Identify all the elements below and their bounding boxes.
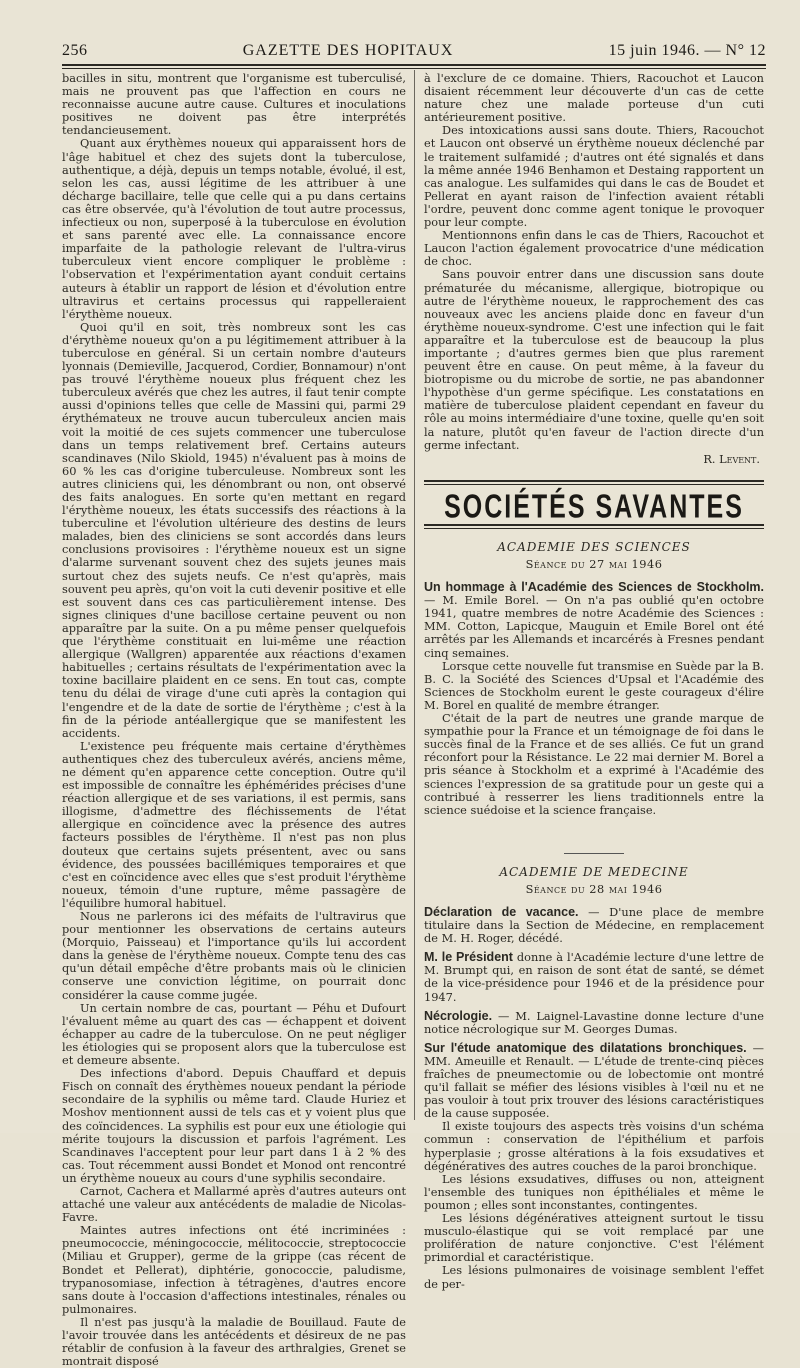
paragraph xyxy=(424,1010,764,1036)
item-headline: Sur l'étude anatomique des dilatations bronchiques. xyxy=(424,1040,747,1055)
section-title: SOCIÉTÉS SAVANTES xyxy=(444,487,744,526)
item-text: donne à l'Académie lecture d'une lettre de M. Brumpt qui, en raison de sont état de santé, se démet de la vice-présidence pour 1946 et de la présidence pour 1947. xyxy=(424,950,764,1004)
section-rule xyxy=(424,480,764,485)
academy-medecine-heading: ACADEMIE DE MEDECINE xyxy=(499,864,689,879)
paragraph: Carnot, Cachera et Mallarmé après d'autres auteurs ont attaché une valeur aux antécédents de maladie de Nicolas-Favre. xyxy=(62,1183,406,1225)
paragraph: Un certain nombre de cas, pourtant — Péhu et Dufourt l'évaluent même au quart des cas — échappent et doivent échapper au cadre de la tuberculose. On ne peut négliger les étiologies qui se proposent alors que la tuberculose est et demeure absente. xyxy=(62,1000,406,1068)
seance-date: Séance du 28 mai 1946 xyxy=(525,881,663,896)
paragraph: Les lésions pulmonaires de voisinage semblent l'effet de per- xyxy=(424,1263,764,1291)
item-text: — D'une place de membre titulaire dans la Section de Médecine, en remplacement de M. H. Roger, décédé. xyxy=(424,904,764,946)
paragraph: Maintes autres infections ont été incriminées : pneumococcie, méningococcie, mélitococcie, streptococcie (Miliau et Grupper), germe de la grippe (cas récent de Bondet et Pellerat), diphtérie, gonococcie, paludisme, trypanosomiase, infection à tétragènes, d'autres encore sans doute à l'occasion d'affections intestinales, rénales ou pulmonaires. xyxy=(62,1223,406,1316)
paragraph: Les lésions exsudatives, diffuses ou non, atteignent l'ensemble des tuniques non épithéliales et même le poumon ; elles sont inconstantes, contingentes. xyxy=(424,1171,764,1212)
paragraph: Quant aux érythèmes noueux qui apparaissent hors de l'âge habituel et chez des sujets dont la tuberculose, authentique, a déjà, depuis un temps notable, évolué, il est, selon les cas, aussi légitime de les attribuer à une décharge bacillaire, telle que celle qui a pu dans certains cas être observée, qu'à l'évolution de tout autre processus, infectieux ou non, superposé à la tuberculose en évolution et sans parenté avec elle. La connaissance encore imparfaite de la pathologie relevant de l'ultra-virus tuberculeux vient encore compliquer le problème : l'observation et l'expérimentation ayant conduit certains auteurs à établir un rapport de lésion et d'évolution entre ultravirus et certains processus qui rappelleraient l'érythème noueux. xyxy=(62,136,406,321)
item-text: — MM. Ameuille et Renault. — L'étude de trente-cinq pièces fraîches de pneumectomie ou de lobectomie ont montré qu'il fallait se méfier des lésions visibles à l'œil nu et ne pas vouloir à tout prix trouver des lésions caractéristiques de la cause supposée. xyxy=(424,1040,764,1121)
paragraph xyxy=(424,951,764,1003)
paragraph: bacilles in situ, montrent que l'organisme est tuberculisé, mais ne prouvent pas que l'affection en cours ne reconnaisse aucune autre cause. Cultures et inoculations positives ne doivent pas être interprétés tendancieusement. xyxy=(62,71,406,138)
page-header xyxy=(62,42,766,64)
right-column xyxy=(424,72,764,1291)
divider xyxy=(564,853,624,854)
paragraph: Mentionnons enfin dans le cas de Thiers, Racouchot et Laucon l'action également provocatrice d'une médication de choc. xyxy=(424,228,764,269)
page-number: 256 xyxy=(62,42,88,59)
issue-date: 15 juin 1946. — N° 12 xyxy=(608,42,766,59)
paragraph: Lorsque cette nouvelle fut transmise en Suède par la B. B. C. la Société des Sciences d'Upsal et l'Académie des Sciences de Stockholm eurent le geste courageux d'élire M. Borel en qualité de membre étranger. xyxy=(424,658,764,712)
header-rule xyxy=(62,64,766,69)
item-text: — M. Laignel-Lavastine donne lecture d'une notice nécrologique sur M. Georges Dumas. xyxy=(424,1008,764,1036)
paragraph: Nous ne parlerons ici des méfaits de l'ultravirus que pour mentionner les observations de certains auteurs (Morquio, Paisseau) et l'importance qu'ils lui accordent dans la genèse de l'érythème noueux. Compte tenu des cas qu'un détail empêche d'être probants mais où le clinicien conserve une conviction légitime, on pourrait donc considérer la cause comme jugée. xyxy=(62,909,406,1002)
paragraph: Il existe toujours des aspects très voisins d'un schéma commun : conservation de l'épithélium et parfois hyperplasie ; grosse altérations à la fois exsudatives et dégénératives des autres couches de la paroi bronchique. xyxy=(424,1119,764,1173)
item-headline: Nécrologie. xyxy=(424,1008,493,1023)
paragraph: Des infections d'abord. Depuis Chauffard et depuis Fisch on connaît des érythèmes noueux pendant la période secondaire de la syphilis ou même tard. Claude Huriez et Moshov mentionnent aussi de tels cas et y voient plus que des coïncidences. La syphilis est pour eux une étiologie qui mérite toujours la discussion et parfois l'agrément. Les Scandinaves l'acceptent pour leur part dans 1 à 2 % des cas. Tout récemment aussi Bondet et Monod ont rencontré un érythème noueux au cours d'une syphilis secondaire. xyxy=(62,1066,406,1185)
paragraph xyxy=(424,906,764,945)
item-headline: Un hommage à l'Académie des Sciences de Stockholm. xyxy=(424,580,764,595)
paragraph: Il n'est pas jusqu'à la maladie de Bouillaud. Faute de l'avoir trouvée dans les antécédents et désireux de ne pas rétablir de confusion à la faveur des arthralgies, Grenet se montrait disposé xyxy=(62,1314,406,1368)
left-column xyxy=(62,72,406,1368)
paragraph xyxy=(424,1042,764,1121)
paragraph xyxy=(424,581,764,660)
article-signature: R. Levent. xyxy=(703,451,760,466)
paragraph: Quoi qu'il en soit, très nombreux sont les cas d'érythème noueux qu'on a pu légitimement attribuer à la tuberculose en général. Si un certain nombre d'auteurs lyonnais (Demieville, Jacquerod, Cordier, Bonnamour) n'ont pas trouvé l'érythème noueux plus fréquent chez les tuberculeux avérés que chez les autres, il faut tenir compte aussi d'opinions telles que celle de Massini qui, parmi 29 érythémateux ne trouve aucun tuberculeux ancien mais voit la moitié de ces sujets commencer une tuberculose dans un temps relativement bref. Certains auteurs scandinaves (Nilo Skiold, 1945) n'évaluent pas à moins de 60 % les cas d'origine tuberculeuse. Nombreux sont les autres cliniciens qui, les dénombrant ou non, ont observé des faits analogues. En sorte qu'en mettant en regard l'érythème noueux, les états successifs des réactions à la tuberculine et l'évolution ultérieure des destins de leurs malades, bien des cliniciens se sont accordés dans leurs conclusions provisoires : l'érythème noueux est un signe d'alarme survenant souvent chez des sujets jeunes mais surtout chez des sujets neufs. Ce n'est qu'après, mais souvent peu après, qu'on voit la cuti devenir positive et elle est souvent dans ces cas particulièrement intense. Des signes cliniques d'une bacillose certaine peuvent ou non apparaître par la suite. On a pu même penser quelquefois que l'érythème constituait en lui-même une réaction allergique (Wallgren) apparentée aux réactions d'examen habituelles ; certains résultats de l'expérimentation avec la toxine bacillaire plaident en ce sens. En tout cas, compte tenu du délai de virage d'une cuti après la contagion qui l'engendre et de la date de sortie de l'érythème ; c'est à la fin de la période antéallergique que se manifestent les accidents. xyxy=(62,319,406,740)
paragraph: à l'exclure de ce domaine. Thiers, Racouchot et Laucon disaient récemment leur découverte d'un cas de cette nature chez une malade porteuse d'un cuti antérieurement positive. xyxy=(424,71,764,125)
paragraph: Les lésions dégénératives atteignent surtout le tissu musculo-élastique qui se voit remplacé par une prolifération de nature conjonctive. C'est l'élément primordial et caractéristique. xyxy=(424,1211,764,1265)
column-divider xyxy=(414,70,415,1120)
seance-date: Séance du 27 mai 1946 xyxy=(525,557,663,571)
item-headline: Déclaration de vacance. xyxy=(424,904,579,919)
paragraph: C'était de la part de neutres une grande marque de sympathie pour la France et un témoignage de foi dans le succès final de la France et de ses alliés. Ce fut un grand réconfort pour la Résistance. Le 22 mai dernier M. Borel a pris séance à Stockholm et a exprimé à l'Académie des sciences l'expression de sa gratitude pour un geste qui a contribué à resserrer les liens traditionnels entre la science suédoise et la science française. xyxy=(424,711,764,817)
item-text: — M. Emile Borel. — On n'a pas oublié qu'en octobre 1941, quatre membres de notre Académie des Sciences : MM. Cotton, Lapicque, Mauguin et Emile Borel ont été arrêtés par les Allemands et incarcérés à Fresnes pendant cinq semaines. xyxy=(424,593,764,660)
publication-title: GAZETTE DES HOPITAUX xyxy=(242,42,454,59)
paragraph: L'existence peu fréquente mais certaine d'érythèmes authentiques chez des tuberculeux avérés, anciens même, ne dément qu'en apparence cette conception. Outre qu'il est impossible de connaître les éphémérides précises d'une réaction allergique et de ses variations, il est permis, sans illogisme, d'admettre des fléchissements de l'état allergique en coïncidence avec la présence des autres facteurs possibles de l'érythème. Il n'est pas non plus douteux que certains sujets présentent, avec ou sans évidence, des poussées bacillémiques temporaires et que c'est en coïncidence avec elles que s'est produit l'érythème noueux, témoin d'une rupture, même passagère de l'équilibre humoral habituel. xyxy=(62,738,406,910)
paragraph: Des intoxications aussi sans doute. Thiers, Racouchot et Laucon ont observé un érythème noueux déclenché par le traitement sulfamidé ; d'autres ont été signalés et dans la même année 1946 Benhamon et Destaing rapportent un cas analogue. Les sulfamides qui dans le cas de Boudet et Pellerat en ayant raison de l'infection avaient rétabli l'ordre, peuvent donc comme agent tonique le provoquer pour leur compte. xyxy=(424,123,764,230)
paragraph: Sans pouvoir entrer dans une discussion sans doute prématurée du mécanisme, allergique, biotropique ou autre de l'érythème noueux, le rapprochement des cas nouveaux avec les anciens plaide donc en faveur d'un érythème noueux-syndrome. C'est une infection qui le fait apparaître et la tuberculose est de beaucoup la plus importante ; d'autres germes bien que plus rarement peuvent être en cause. On peut même, à la faveur du biotropisme ou du microbe de sortie, ne pas abandonner l'hypothèse d'un germe spécifique. Les constatations en matière de tuberculose plaident cependant en faveur du rôle au moins intermédiaire d'une toxine, quelle qu'en soit la nature, plutôt qu'en faveur de l'action directe d'un germe infectant. xyxy=(424,267,764,452)
academy-sciences-heading: ACADEMIE DES SCIENCES xyxy=(497,539,691,554)
item-headline: M. le Président xyxy=(424,950,513,965)
